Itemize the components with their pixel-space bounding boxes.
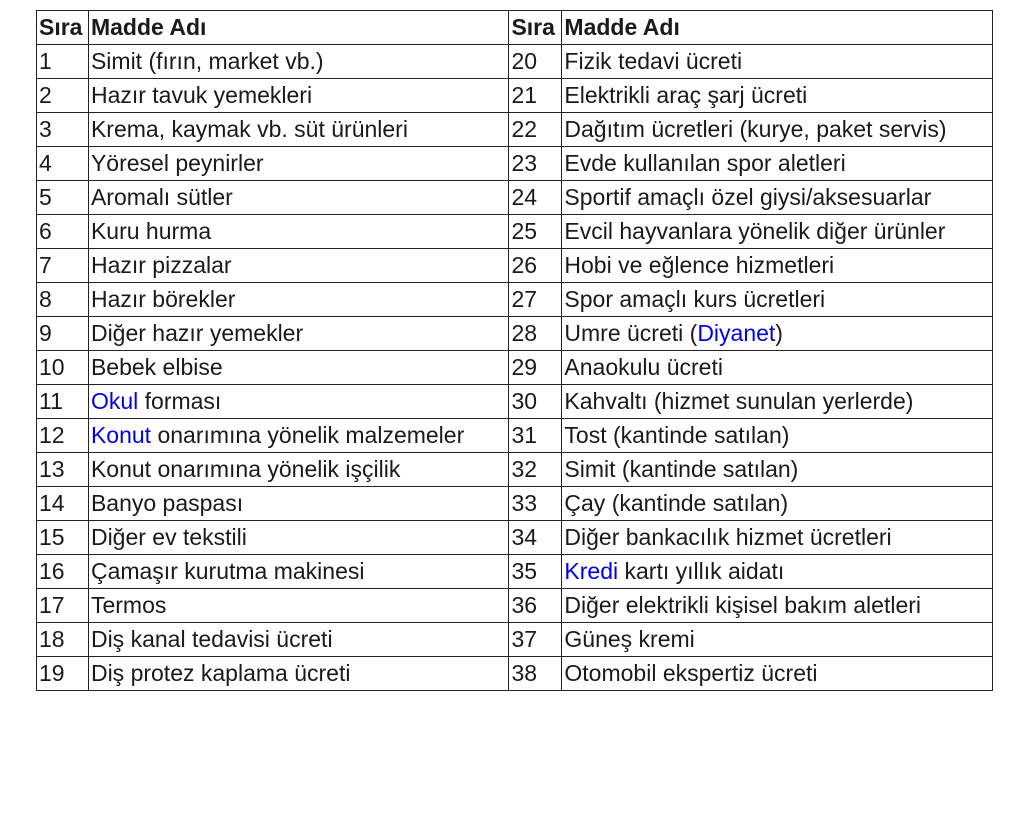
item-no: 3	[37, 113, 89, 147]
item-name: Krema, kaymak vb. süt ürünleri	[88, 113, 509, 147]
table-row	[37, 351, 993, 385]
table-row	[37, 249, 993, 283]
item-no: 32	[509, 453, 562, 487]
item-name	[88, 385, 509, 419]
header-no-right: Sıra	[509, 11, 562, 45]
header-name-left: Madde Adı	[88, 11, 509, 45]
item-no: 27	[509, 283, 562, 317]
item-no: 16	[37, 555, 89, 589]
item-no: 37	[509, 623, 562, 657]
item-name: Spor amaçlı kurs ücretleri	[562, 283, 993, 317]
item-no: 14	[37, 487, 89, 521]
item-name: Çay (kantinde satılan)	[562, 487, 993, 521]
item-no: 7	[37, 249, 89, 283]
table-row	[37, 589, 993, 623]
item-name: Aromalı sütler	[88, 181, 509, 215]
item-name: Diğer ev tekstili	[88, 521, 509, 555]
okul-link[interactable]: Okul	[90, 388, 139, 414]
table-row	[37, 521, 993, 555]
item-no: 10	[37, 351, 89, 385]
table-row	[37, 147, 993, 181]
item-name: Simit (fırın, market vb.)	[88, 45, 509, 79]
item-no: 11	[37, 385, 89, 419]
item-name-suffix: forması	[138, 388, 222, 414]
item-no: 12	[37, 419, 89, 453]
item-name: Kuru hurma	[88, 215, 509, 249]
item-name: Diğer bankacılık hizmet ücretleri	[562, 521, 993, 555]
item-name	[562, 555, 993, 589]
item-name: Otomobil ekspertiz ücreti	[562, 657, 993, 691]
item-name-prefix: Umre ücreti (	[564, 320, 698, 346]
item-no: 22	[509, 113, 562, 147]
item-name: Çamaşır kurutma makinesi	[88, 555, 509, 589]
item-no: 13	[37, 453, 89, 487]
item-no: 20	[509, 45, 562, 79]
item-name: Güneş kremi	[562, 623, 993, 657]
header-no-left: Sıra	[37, 11, 89, 45]
item-name: Diğer hazır yemekler	[88, 317, 509, 351]
item-name: Evde kullanılan spor aletleri	[562, 147, 993, 181]
table-row	[37, 215, 993, 249]
diyanet-link[interactable]: Diyanet	[697, 320, 776, 346]
item-no: 28	[509, 317, 562, 351]
item-name: Termos	[88, 589, 509, 623]
item-name	[562, 317, 993, 351]
table-row	[37, 317, 993, 351]
item-name	[88, 419, 509, 453]
item-no: 17	[37, 589, 89, 623]
item-no: 25	[509, 215, 562, 249]
item-name: Konut onarımına yönelik işçilik	[88, 453, 509, 487]
table-row	[37, 45, 993, 79]
item-name: Dağıtım ücretleri (kurye, paket servis)	[562, 113, 993, 147]
item-no: 21	[509, 79, 562, 113]
item-name: Diğer elektrikli kişisel bakım aletleri	[562, 589, 993, 623]
item-name: Hazır tavuk yemekleri	[88, 79, 509, 113]
table-row	[37, 487, 993, 521]
item-no: 8	[37, 283, 89, 317]
item-no: 1	[37, 45, 89, 79]
item-name: Simit (kantinde satılan)	[562, 453, 993, 487]
item-no: 33	[509, 487, 562, 521]
item-no: 35	[509, 555, 562, 589]
header-row	[37, 11, 993, 45]
item-name: Yöresel peynirler	[88, 147, 509, 181]
item-no: 4	[37, 147, 89, 181]
item-name: Hazır börekler	[88, 283, 509, 317]
item-name: Fizik tedavi ücreti	[562, 45, 993, 79]
table-row	[37, 623, 993, 657]
item-name: Diş kanal tedavisi ücreti	[88, 623, 509, 657]
item-no: 29	[509, 351, 562, 385]
item-name-suffix: )	[775, 320, 783, 346]
item-no: 2	[37, 79, 89, 113]
item-no: 19	[37, 657, 89, 691]
item-no: 38	[509, 657, 562, 691]
item-name: Banyo paspası	[88, 487, 509, 521]
item-name: Sportif amaçlı özel giysi/aksesuarlar	[562, 181, 993, 215]
konut-link[interactable]: Konut	[90, 422, 152, 448]
item-name: Kahvaltı (hizmet sunulan yerlerde)	[562, 385, 993, 419]
item-no: 9	[37, 317, 89, 351]
table-row	[37, 385, 993, 419]
item-no: 31	[509, 419, 562, 453]
item-no: 36	[509, 589, 562, 623]
item-name: Hobi ve eğlence hizmetleri	[562, 249, 993, 283]
item-name-suffix: onarımına yönelik malzemeler	[151, 422, 465, 448]
kredi-link[interactable]: Kredi	[564, 558, 619, 584]
item-name: Diş protez kaplama ücreti	[88, 657, 509, 691]
item-name: Evcil hayvanlara yönelik diğer ürünler	[562, 215, 993, 249]
item-name: Elektrikli araç şarj ücreti	[562, 79, 993, 113]
item-name: Bebek elbise	[88, 351, 509, 385]
table-row	[37, 283, 993, 317]
item-name-suffix: kartı yıllık aidatı	[618, 558, 785, 584]
item-name: Hazır pizzalar	[88, 249, 509, 283]
item-name: Tost (kantinde satılan)	[562, 419, 993, 453]
item-no: 34	[509, 521, 562, 555]
item-no: 24	[509, 181, 562, 215]
table-row	[37, 657, 993, 691]
header-name-right: Madde Adı	[562, 11, 993, 45]
item-no: 23	[509, 147, 562, 181]
table-row	[37, 419, 993, 453]
table-row	[37, 181, 993, 215]
item-name: Anaokulu ücreti	[562, 351, 993, 385]
items-table	[36, 10, 993, 691]
item-no: 5	[37, 181, 89, 215]
table-row	[37, 555, 993, 589]
table-row	[37, 453, 993, 487]
table-row	[37, 79, 993, 113]
item-no: 30	[509, 385, 562, 419]
table-row	[37, 113, 993, 147]
item-no: 6	[37, 215, 89, 249]
item-no: 18	[37, 623, 89, 657]
item-no: 26	[509, 249, 562, 283]
item-no: 15	[37, 521, 89, 555]
